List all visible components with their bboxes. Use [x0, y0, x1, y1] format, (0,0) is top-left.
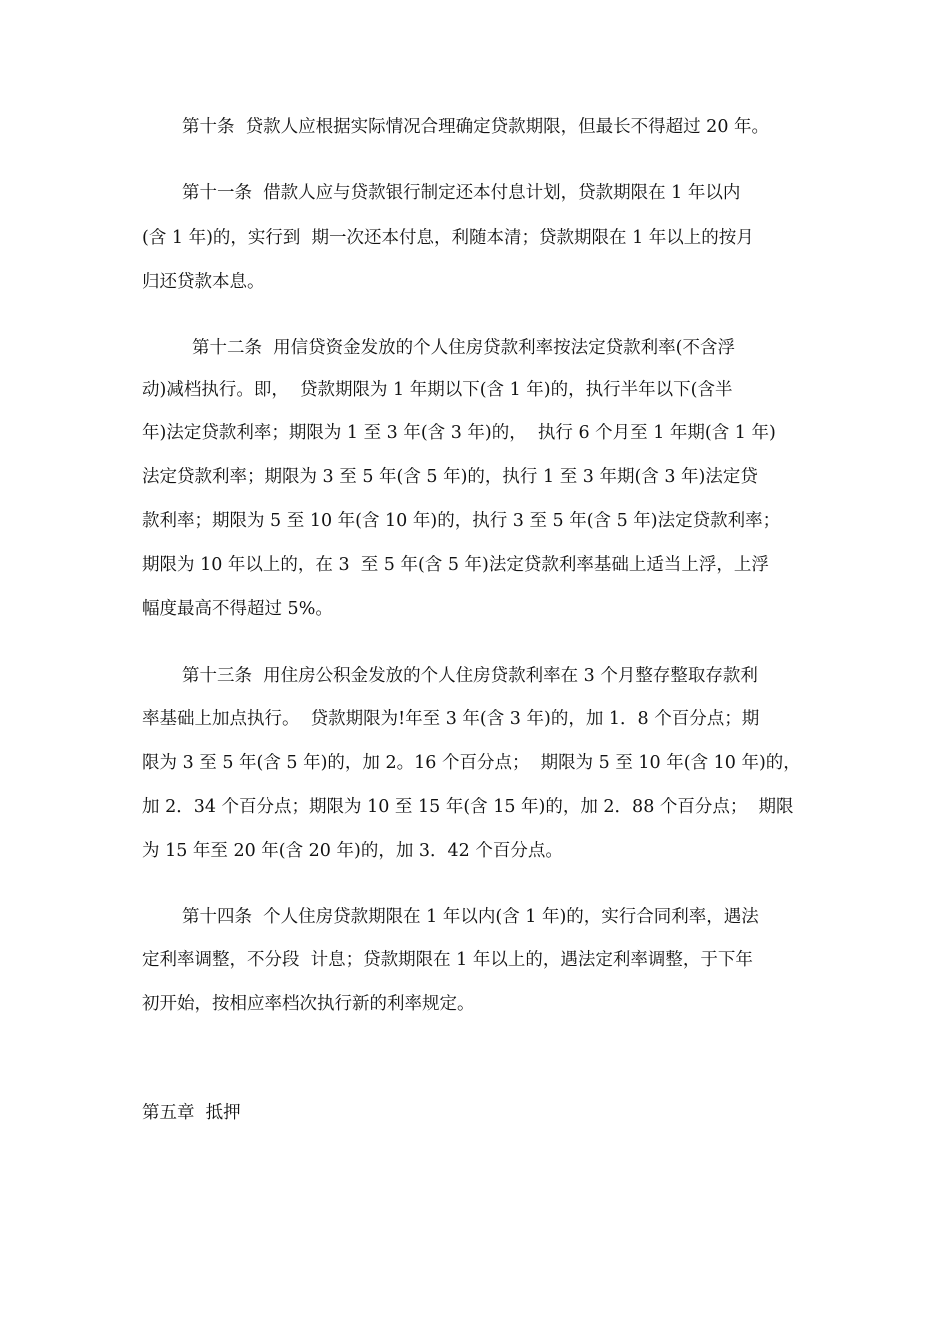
article-10-line-1: 第十条 贷款人应根据实际情况合理确定贷款期限，但最长不得超过 20 年。: [182, 117, 770, 137]
article-13-line-5: 为 15 年至 20 年(含 20 年)的，加 3．42 个百分点。: [142, 841, 563, 861]
article-11-line-2: (含 1 年)的，实行到 期一次还本付息，利随本清；贷款期限在 1 年以上的按月: [142, 228, 754, 248]
article-11-line-1: 第十一条 借款人应与贷款银行制定还本付息计划，贷款期限在 1 年以内: [182, 183, 741, 203]
article-14-line-3: 初开始，按相应率档次执行新的利率规定。: [142, 994, 475, 1014]
article-13-line-3: 限为 3 至 5 年(含 5 年)的，加 2。16 个百分点； 期限为 5 至 10 年(含 10 年)的，: [142, 753, 801, 773]
article-12-line-4: 法定贷款利率；期限为 3 至 5 年(含 5 年)的，执行 1 至 3 年期(含 3 年)法定贷: [142, 467, 758, 487]
article-13-line-1: 第十三条 用住房公积金发放的个人住房贷款利率在 3 个月整存整取存款利: [182, 666, 758, 686]
article-12-line-5: 款利率；期限为 5 至 10 年(含 10 年)的，执行 3 至 5 年(含 5 年)法定贷款利率；: [142, 511, 781, 531]
article-11-line-3: 归还贷款本息。: [142, 272, 265, 292]
chapter-heading: 第五章 抵押: [142, 1103, 241, 1123]
article-12-line-2: 动)减档执行。即， 贷款期限为 1 年期以下(含 1 年)的，执行半年以下(含半: [142, 380, 733, 400]
article-12-line-1: 第十二条 用信贷资金发放的个人住房贷款利率按法定贷款利率(不含浮: [192, 338, 735, 358]
article-13-line-4: 加 2．34 个百分点；期限为 10 至 15 年(含 15 年)的，加 2．88 个百分点； 期限: [142, 797, 794, 817]
article-14-line-2: 定利率调整，不分段 计息；贷款期限在 1 年以上的，遇法定利率调整，于下年: [142, 950, 753, 970]
article-12-line-3: 年)法定贷款利率；期限为 1 至 3 年(含 3 年)的， 执行 6 个月至 1 年期(含 1 年): [142, 423, 776, 443]
article-12-line-7: 幅度最高不得超过 5%。: [142, 599, 333, 619]
article-12-line-6: 期限为 10 年以上的，在 3 至 5 年(含 5 年)法定贷款利率基础上适当上浮，上浮: [142, 555, 769, 575]
article-13-line-2: 率基础上加点执行。 贷款期限为!年至 3 年(含 3 年)的，加 1．8 个百分点；期: [142, 709, 760, 729]
article-14-line-1: 第十四条 个人住房贷款期限在 1 年以内(含 1 年)的，实行合同利率，遇法: [182, 907, 759, 927]
